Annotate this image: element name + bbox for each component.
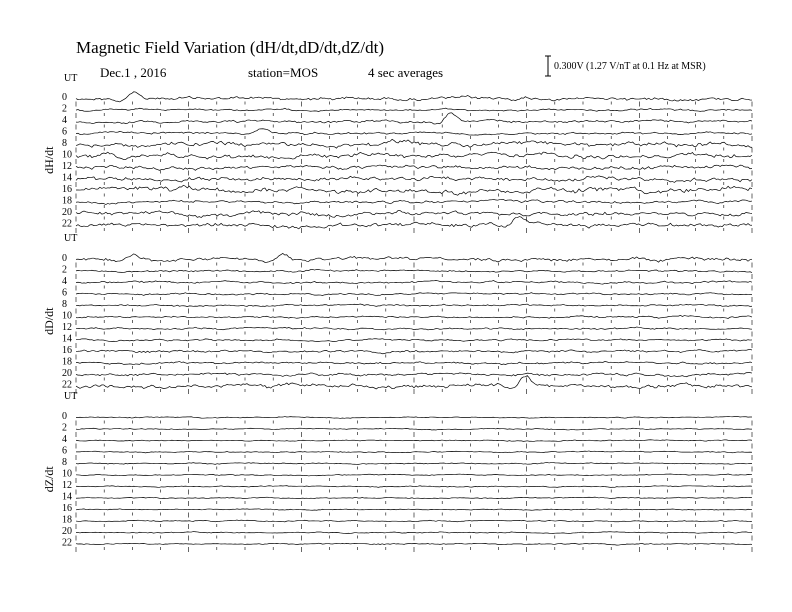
ut-label: UT	[64, 233, 78, 244]
trace-ticks	[76, 297, 752, 302]
hour-label: 18	[62, 514, 72, 526]
panels-group	[42, 73, 752, 552]
hour-label: 6	[62, 126, 67, 138]
hour-label: 2	[62, 422, 67, 434]
trace-line	[76, 463, 752, 465]
trace-ticks	[76, 432, 752, 437]
trace-line	[76, 417, 752, 419]
hour-label: 20	[62, 368, 72, 379]
trace-line	[76, 269, 752, 272]
trace-line	[76, 152, 752, 159]
trace-ticks	[76, 536, 752, 541]
trace-ticks	[76, 159, 752, 164]
hour-label: 10	[62, 468, 72, 480]
hour-label: 22	[62, 379, 72, 391]
trace-ticks	[76, 205, 752, 210]
trace-ticks	[76, 274, 752, 279]
trace-line	[76, 199, 752, 204]
trace-line	[76, 92, 752, 102]
hour-label: 6	[62, 287, 67, 299]
trace-ticks	[76, 148, 752, 153]
trace-line	[76, 281, 752, 285]
trace-ticks	[76, 217, 752, 222]
component-label: dH/dt	[42, 146, 56, 174]
trace-ticks	[76, 171, 752, 176]
hour-label: 0	[62, 92, 67, 103]
hour-label: 16	[62, 345, 72, 356]
panel-dD-dt	[42, 233, 752, 394]
trace-line	[76, 253, 752, 262]
trace-line	[76, 474, 752, 476]
hour-label: 2	[62, 264, 67, 276]
hour-label: 4	[62, 115, 67, 126]
hour-label: 8	[62, 457, 67, 468]
trace-ticks	[76, 194, 752, 199]
trace-line	[76, 451, 752, 453]
hour-label: 14	[62, 172, 72, 184]
trace-ticks	[76, 320, 752, 325]
hour-label: 16	[62, 184, 72, 195]
hour-label: 12	[62, 161, 72, 172]
trace-line	[76, 428, 752, 430]
trace-line	[76, 486, 752, 488]
hour-label: 10	[62, 310, 72, 322]
trace-line	[76, 327, 752, 330]
hour-label: 10	[62, 149, 72, 161]
hour-label: 14	[62, 491, 72, 503]
scale-bar	[545, 56, 551, 76]
trace-line	[76, 497, 752, 499]
trace-ticks	[76, 102, 752, 107]
hour-label: 2	[62, 103, 67, 115]
trace-ticks	[76, 478, 752, 483]
trace-ticks	[76, 501, 752, 506]
date-label: Dec.1 , 2016	[100, 65, 167, 80]
trace-line	[76, 108, 752, 111]
hour-label: 4	[62, 276, 67, 287]
hour-label: 4	[62, 434, 67, 445]
trace-line	[76, 543, 752, 545]
trace-ticks	[76, 125, 752, 130]
trace-line	[76, 176, 752, 183]
hour-label: 16	[62, 503, 72, 514]
trace-ticks	[76, 309, 752, 314]
hour-label: 14	[62, 333, 72, 345]
figure-title: Magnetic Field Variation (dH/dt,dD/dt,dZ/dt)	[76, 38, 385, 57]
trace-line	[76, 373, 752, 377]
trace-ticks	[76, 182, 752, 187]
trace-ticks	[76, 228, 752, 233]
hour-label: 18	[62, 195, 72, 207]
trace-line	[76, 293, 752, 296]
trace-line	[76, 210, 752, 217]
ut-label: UT	[64, 73, 78, 84]
trace-line	[76, 339, 752, 342]
trace-ticks	[76, 355, 752, 360]
trace-ticks	[76, 343, 752, 348]
station-label: station=MOS	[248, 65, 319, 80]
hour-label: 8	[62, 138, 67, 149]
trace-ticks	[76, 286, 752, 291]
trace-ticks	[76, 490, 752, 495]
trace-ticks	[76, 263, 752, 268]
trace-line	[76, 349, 752, 353]
hour-label: 20	[62, 207, 72, 218]
component-label: dD/dt	[42, 307, 56, 335]
trace-ticks	[76, 332, 752, 337]
trace-line	[76, 315, 752, 318]
trace-ticks	[76, 366, 752, 371]
hour-label: 20	[62, 526, 72, 537]
trace-ticks	[76, 455, 752, 460]
trace-ticks	[76, 113, 752, 118]
hour-label: 0	[62, 411, 67, 422]
hour-label: 8	[62, 299, 67, 310]
hour-label: 12	[62, 322, 72, 333]
trace-line	[76, 520, 752, 522]
trace-ticks	[76, 524, 752, 529]
trace-line	[76, 165, 752, 170]
trace-ticks	[76, 389, 752, 394]
hour-label: 6	[62, 445, 67, 457]
trace-line	[76, 304, 752, 307]
averaging-label: 4 sec averages	[368, 65, 444, 80]
trace-ticks	[76, 136, 752, 141]
component-label: dZ/dt	[42, 466, 56, 493]
hour-label: 22	[62, 218, 72, 230]
ut-label: UT	[64, 391, 78, 402]
scale-bar-label: 0.300V (1.27 V/nT at 0.1 Hz at MSR)	[554, 61, 706, 72]
trace-ticks	[76, 513, 752, 518]
trace-ticks	[76, 467, 752, 472]
trace-ticks	[76, 444, 752, 449]
trace-line	[76, 532, 752, 534]
hour-label: 12	[62, 480, 72, 491]
trace-line	[76, 129, 752, 135]
trace-ticks	[76, 378, 752, 383]
hour-label: 0	[62, 253, 67, 264]
hour-label: 18	[62, 356, 72, 368]
trace-ticks	[76, 547, 752, 552]
hour-label: 22	[62, 537, 72, 549]
panel-dH-dt	[42, 73, 752, 233]
trace-line	[76, 361, 752, 364]
panel-dZ-dt	[42, 391, 752, 552]
trace-line	[76, 509, 752, 510]
trace-ticks	[76, 421, 752, 426]
trace-line	[76, 440, 752, 442]
